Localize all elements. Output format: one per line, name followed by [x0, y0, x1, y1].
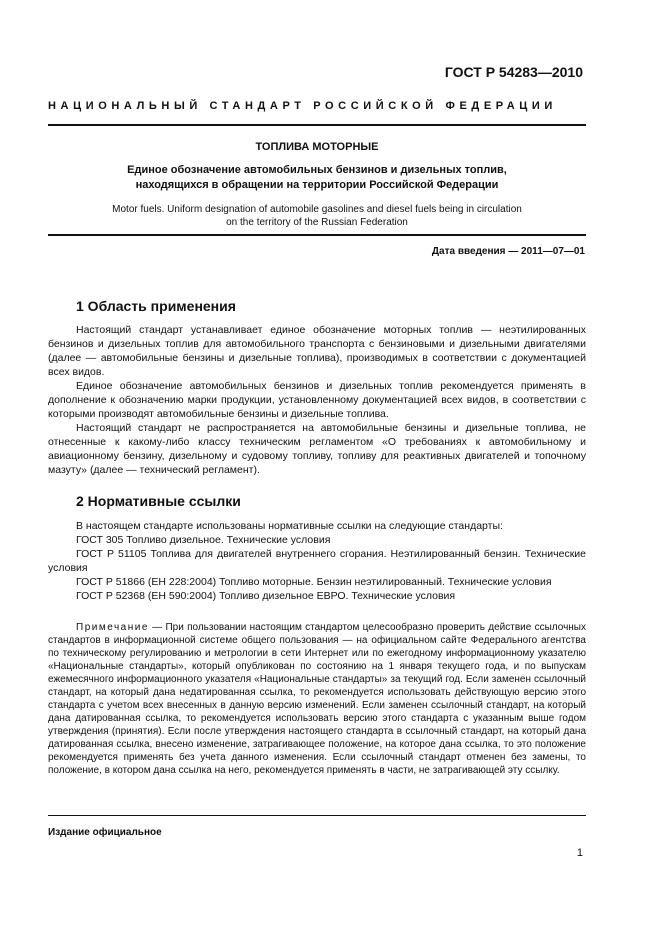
english-title — [48, 203, 586, 229]
divider-footer — [48, 815, 586, 816]
national-standard-banner: НАЦИОНАЛЬНЫЙ СТАНДАРТ РОССИЙСКОЙ ФЕДЕРАЦИИ — [48, 100, 557, 112]
reference-item: ГОСТ Р 51105 Топлива для двигателей внутреннего сгорания. Неэтилированный бензин. Технические условия — [48, 548, 586, 574]
english-title-line-2: on the territory of the Russian Federation — [226, 217, 408, 228]
subtitle-line-1: Единое обозначение автомобильных бензинов и дизельных топлив, — [127, 164, 507, 176]
reference-note — [48, 621, 586, 777]
section-1-paragraph: Настоящий стандарт устанавливает единое обозначение моторных топлив — неэтилированных бензинов и дизельных топлив для автомобильного транспорта с бензиновыми и дизельными двигателями (далее — автомобильные бензины и дизельные топлива), производимых в соответствии с документацией всех видов. — [48, 324, 586, 378]
section-1-body — [48, 323, 586, 477]
reference-item: ГОСТ Р 52368 (ЕН 590:2004) Топливо дизельное ЕВРО. Технические условия — [76, 590, 456, 602]
divider-top — [48, 124, 586, 126]
section-1-paragraph: Единое обозначение автомобильных бензинов и дизельных топлив рекомендуется применять в дополнение к обозначению марки продукции, установленному документацией всех видов, в соответствии с которыми производят автомобильные бензины и дизельные топлива. — [48, 380, 586, 420]
section-2-heading: 2 Нормативные ссылки — [76, 493, 241, 509]
reference-item: ГОСТ 305 Топливо дизельное. Технические условия — [76, 534, 331, 546]
note-label: Примечание — [76, 622, 149, 633]
page-number: 1 — [576, 847, 583, 859]
english-title-line-1: Motor fuels. Uniform designation of automobile gasolines and diesel fuels being in circulation — [112, 204, 522, 215]
standard-code: ГОСТ Р 54283—2010 — [444, 64, 583, 80]
section-1-heading: 1 Область применения — [76, 298, 236, 314]
introduction-date: Дата введения — 2011—07—01 — [431, 246, 585, 257]
subtitle-line-2: находящихся в обращении на территории Российской Федерации — [135, 179, 499, 191]
standard-title: ТОПЛИВА МОТОРНЫЕ — [255, 141, 379, 153]
note-text: — При пользовании настоящим стандартом целесообразно проверить действие ссылочных стандартов в информационной системе общего пользования — на официальном сайте Федерального агентства по техническому регулированию и метрологии в сети Интернет или по ежегодному информационному указателю «Национальные стандарты», который опубликован по состоянию на 1 января текущего года, и по выпускам ежемесячного информационного указателя «Национальные стандарты» за текущий год. Если заменен ссылочный стандарт, на который дана недатированная ссылка, то рекомендуется использовать действующую версию этого стандарта с учетом всех внесенных в данную версию изменений. Если заменен ссылочный стандарт, на который дана датированная ссылка, то рекомендуется использовать версию этого стандарта с указанным выше годом утверждения (принятия). Если после утверждения настоящего стандарта в ссылочный стандарт, на который дана датированная ссылка, внесено изменение, затрагивающее положение, на которое дана ссылка, то это положение рекомендуется применять без учета данного изменения. Если ссылочный стандарт отменен без замены, то положение, в котором дана ссылка на него, рекомендуется применять в части, не затрагивающей эту ссылку. — [48, 622, 586, 776]
section-2-body — [48, 519, 586, 603]
standard-subtitle — [48, 163, 586, 193]
section-1-paragraph: Настоящий стандарт не распространяется на автомобильные бензины и дизельные топлива, не отнесенные к какому-либо классу техническим регламентом «О требованиях к автомобильному и авиационному бензину, дизельному и судовому топливу, топливу для реактивных двигателей и топочному мазуту» (далее — технический регламент). — [48, 422, 586, 476]
section-2-paragraph: В настоящем стандарте использованы нормативные ссылки на следующие стандарты: — [76, 520, 503, 532]
divider-middle — [48, 234, 586, 236]
official-edition-label: Издание официальное — [48, 827, 162, 838]
reference-item: ГОСТ Р 51866 (ЕН 228:2004) Топливо моторные. Бензин неэтилированный. Технические условия — [76, 576, 552, 588]
